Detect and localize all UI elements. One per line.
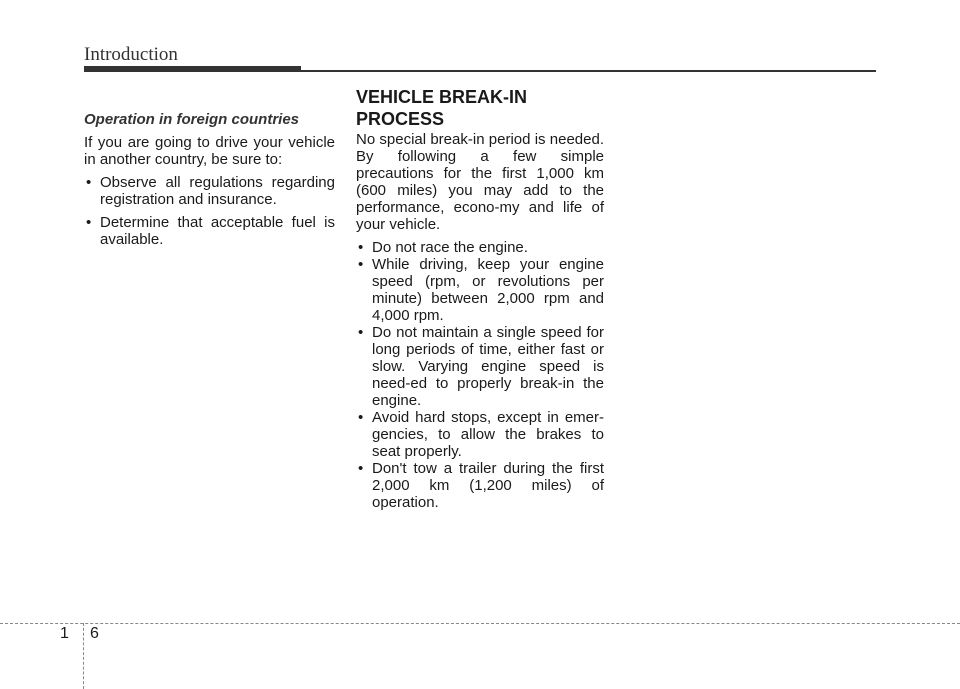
left-bullet-list xyxy=(84,174,335,248)
list-item: • Avoid hard stops, except in emer-gencies, to allow the brakes to seat properly. xyxy=(356,409,604,460)
footer-dashed-rule xyxy=(0,623,960,624)
subheading-foreign-countries: Operation in foreign countries xyxy=(84,111,300,128)
list-item: • Determine that acceptable fuel is available. xyxy=(84,214,335,248)
footer-dashed-divider xyxy=(83,623,84,689)
break-in-heading: VEHICLE BREAK-IN PROCESS xyxy=(356,87,528,129)
list-item: • Observe all regulations regarding registration and insurance. xyxy=(84,174,335,208)
header-rule-thin xyxy=(301,70,876,72)
header-rule-thick xyxy=(84,66,301,72)
chapter-number: 1 xyxy=(60,625,69,642)
left-intro: If you are going to drive your vehicle in another country, be sure to: xyxy=(84,134,335,168)
middle-intro: No special break-in period is needed. By following a few simple precautions for the first 1,000 km (600 miles) you may add to the performance, econo-my and life of your vehicle. xyxy=(356,131,604,233)
section-title: Introduction xyxy=(84,44,178,65)
list-item: • Do not maintain a single speed for long periods of time, either fast or slow. Varying engine speed is need-ed to properly break-in the engine. xyxy=(356,324,604,409)
middle-column xyxy=(356,86,604,511)
middle-bullet-list xyxy=(356,239,604,511)
page-number: 6 xyxy=(90,625,99,642)
list-item: • Don't tow a trailer during the first 2,000 km (1,200 miles) of operation. xyxy=(356,460,604,511)
list-item: • While driving, keep your engine speed (rpm, or revolutions per minute) between 2,000 rpm and 4,000 rpm. xyxy=(356,256,604,324)
list-item: • Do not race the engine. xyxy=(356,239,604,256)
left-column xyxy=(84,111,335,254)
